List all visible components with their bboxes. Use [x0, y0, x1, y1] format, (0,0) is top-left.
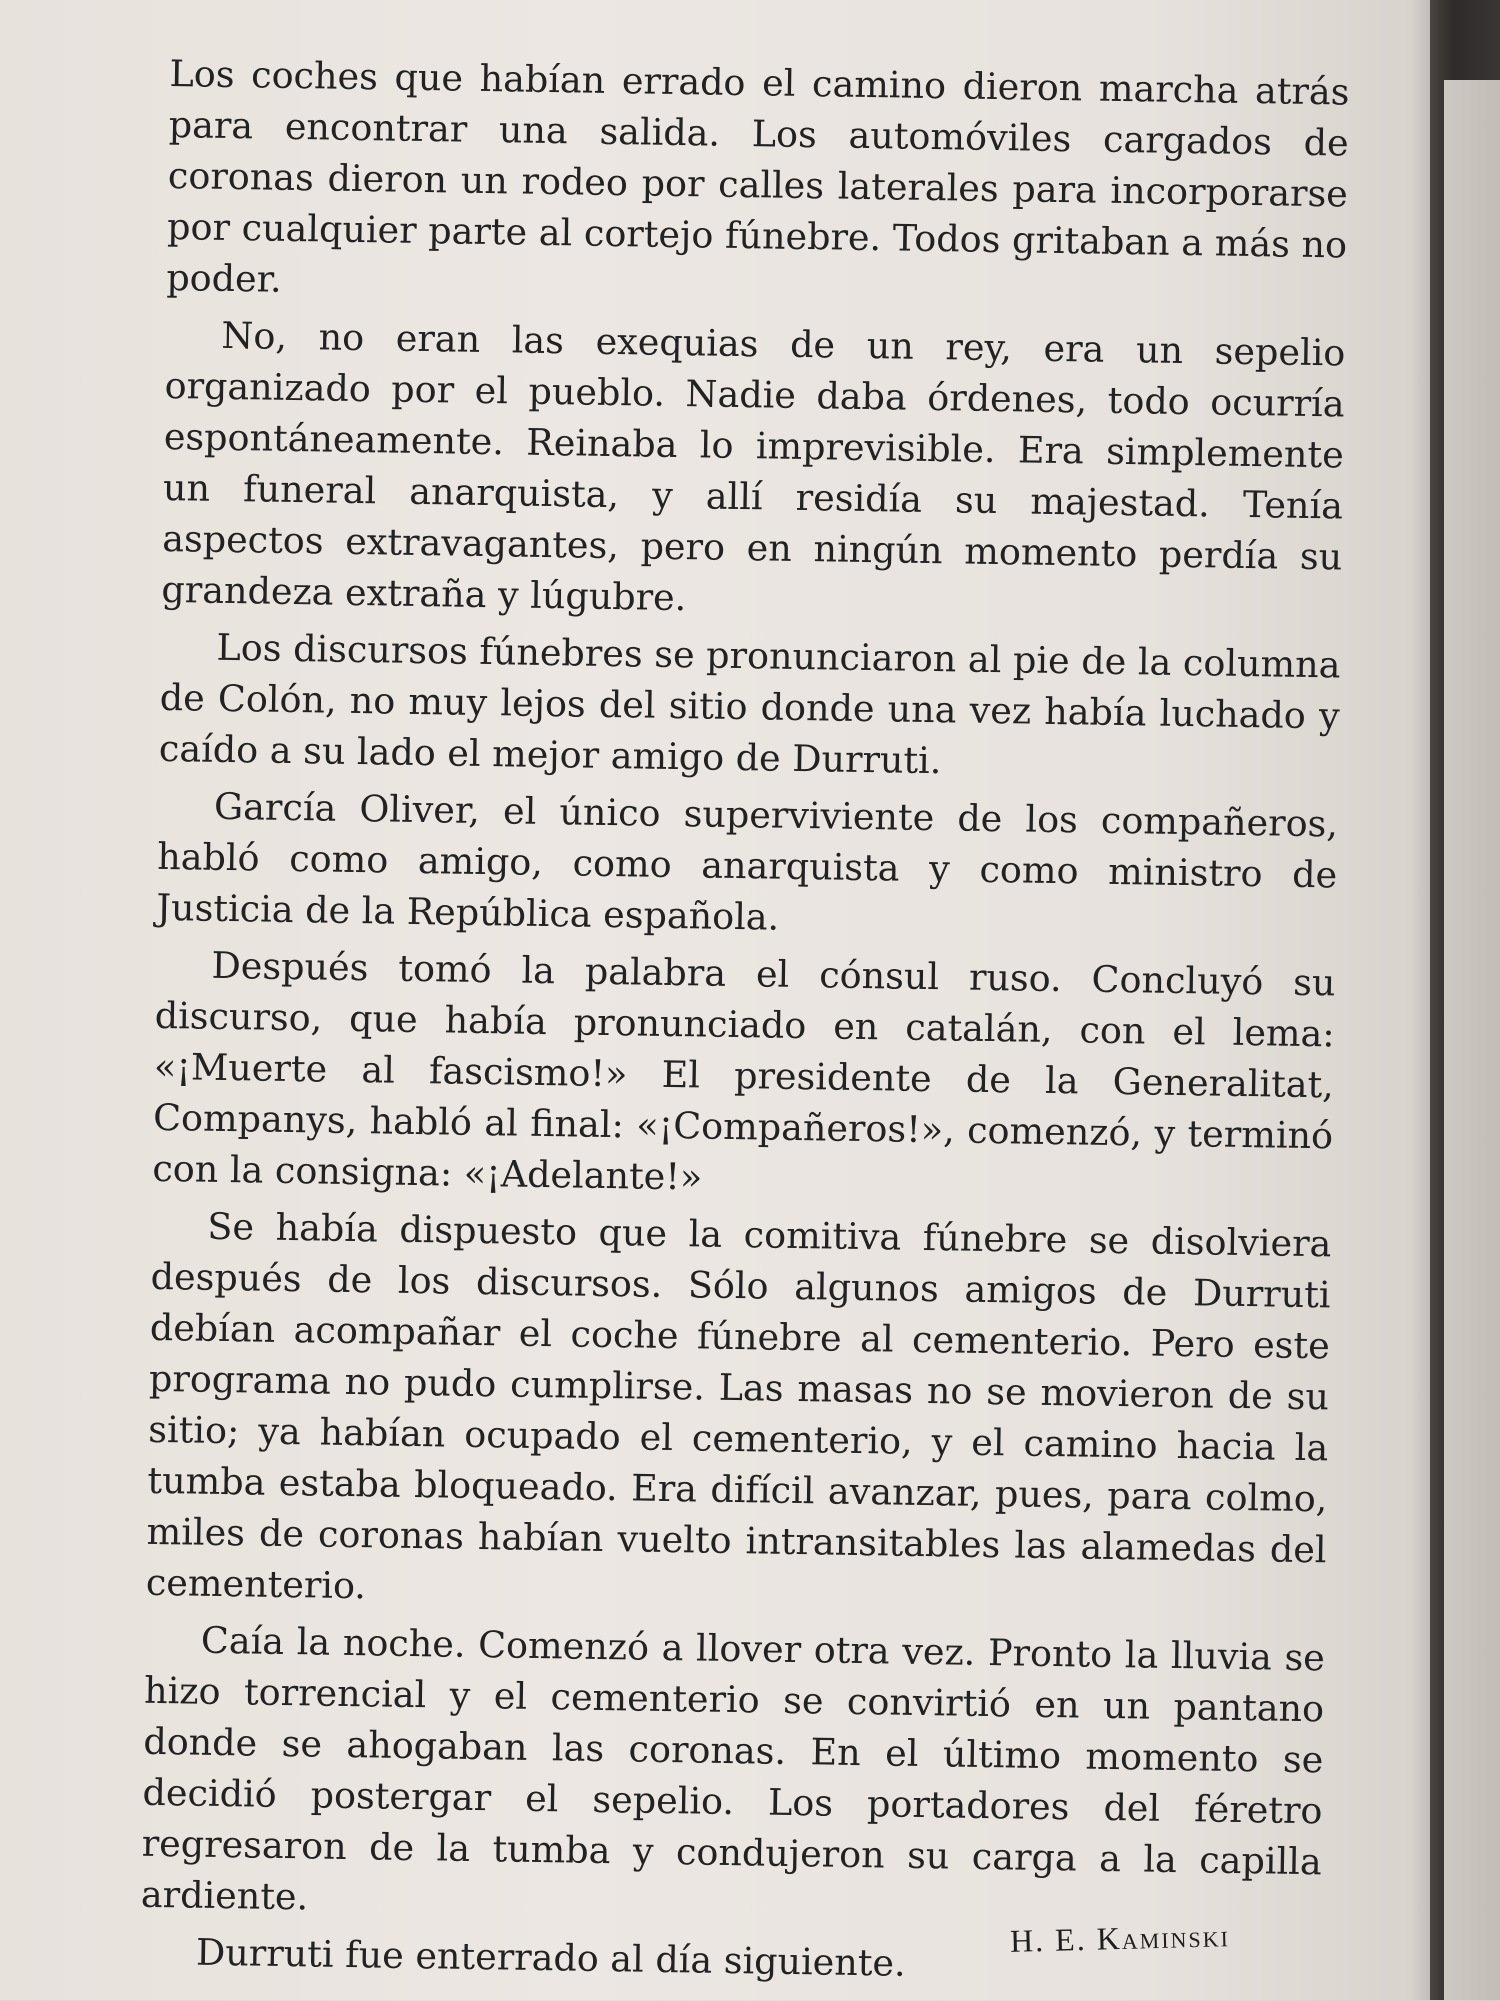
author-initials: H. E.	[1009, 1920, 1088, 1959]
paragraph: García Oliver, el único superviviente de los compañeros, habló como amigo, como anarquista y como ministro de Justicia de la República española.	[156, 784, 1339, 939]
author-signature	[1010, 1917, 1231, 1960]
paragraph: Caía la noche. Comenzó a llover otra vez. Pronto la lluvia se hizo torrencial y el cementerio se convirtió en un pantano donde se ahogaban las coronas. En el último momento se decidió postergar el sepelio. Los portadores del féretro regresaron de la tumba y condujeron su carga a la capilla ardiente.	[140, 1618, 1326, 1919]
paragraph: Los coches que habían errado el camino dieron marcha atrás para encontrar una salida. Los automóviles cargados de coronas dieron un rodeo por calles laterales para incorporarse por cualquier parte al cortejo fúnebre. Todos gritaban a más no poder.	[166, 51, 1350, 301]
body-text	[140, 48, 1350, 2001]
paragraph: Se había dispuesto que la comitiva fúnebre se disolviera después de los discursos. Sólo algunos amigos de Durruti debían acompañar el coche fúnebre al cementerio. Pero este programa no pudo cumplirse. Las masas no se movieron de su sitio; ya habían ocupado el cementerio, y el camino hacia la tumba estaba bloqueado. Era difícil avanzar, pues, para colmo, miles de coronas habían vuelto intransitables las alamedas del cementerio.	[145, 1204, 1332, 1608]
paragraph: No, no eran las exequias de un rey, era un sepelio organizado por el pueblo. Nadie daba órdenes, todo ocurría espontáneamente. Reinaba lo imprevisible. Era simplemente un funeral anarquista, y allí residía su majestad. Tenía aspectos extravagantes, pero en ningún momento perdía su grandeza extraña y lúgubre.	[161, 313, 1346, 620]
page-edge-shadow	[1410, 0, 1430, 2000]
paragraph: Después tomó la palabra el cónsul ruso. Concluyó su discurso, que había pronunciado en catalán, con el lema: «¡Muerte al fascismo!» El presidente de la Generalitat, Companys, habló al final: «¡Compañeros!», comenzó, y terminó con la consigna: «¡Adelante!»	[152, 943, 1336, 1199]
underlying-page-edge	[1444, 80, 1500, 2000]
paragraph: Los discursos fúnebres se pronunciaron al pie de la columna de Colón, no muy lejos del sitio donde una vez había luchado y caído a su lado el mejor amigo de Durruti.	[158, 625, 1341, 783]
author-surname: Kaminski	[1096, 1917, 1231, 1957]
paragraph: Durruti fue enterrado al día siguiente.	[195, 1930, 907, 1985]
